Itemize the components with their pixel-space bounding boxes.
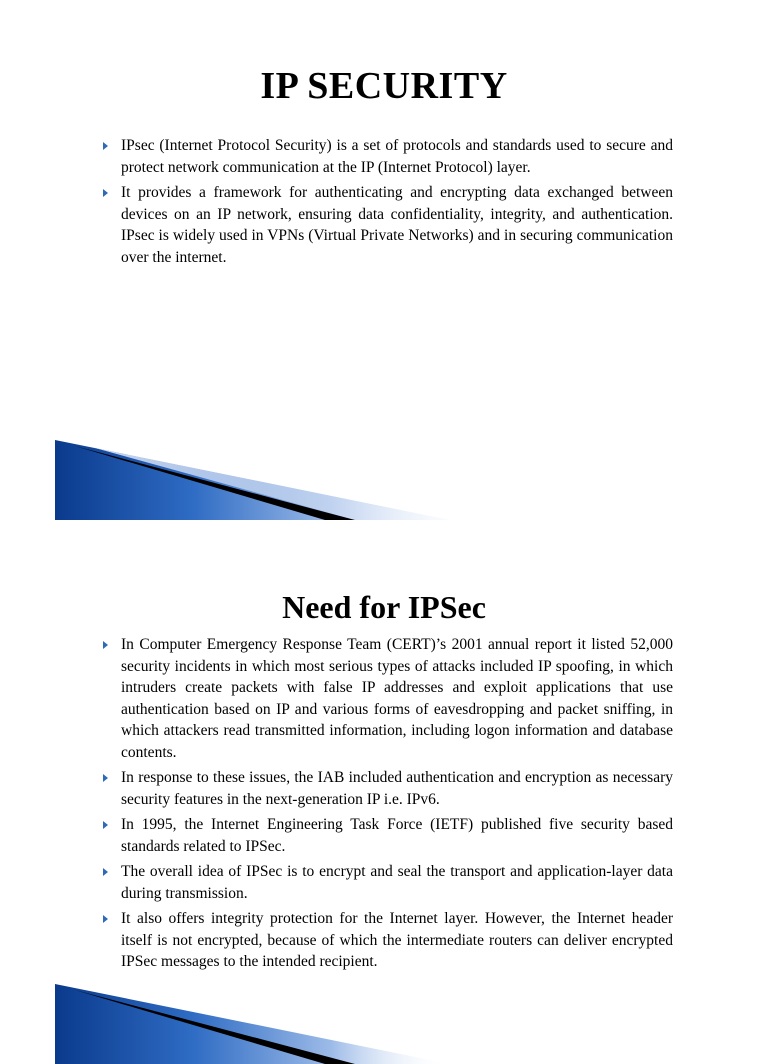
bullet-item xyxy=(103,861,673,904)
bullet-text: In Computer Emergency Response Team (CERT)’s 2001 annual report it listed 52,000 security incidents in which most serious types of attacks included IP spoofing, in which intruders create packets with false IP addresses and exploit applications that use authentication based on IP and various forms of eavesdropping and packet sniffing, in which attackers read transmitted information, including logon information and database contents. xyxy=(121,636,673,761)
slide-title: IP SECURITY xyxy=(260,65,508,107)
bullet-arrow-icon xyxy=(103,641,108,649)
bullet-text: In response to these issues, the IAB included authentication and encryption as necessary security features in the next-generation IP i.e. IPv6. xyxy=(121,769,673,808)
blue-swoosh-decoration xyxy=(55,440,450,520)
bullet-item xyxy=(103,814,673,857)
bullet-item xyxy=(103,767,673,810)
bullet-arrow-icon xyxy=(103,774,108,782)
blue-swoosh-decoration xyxy=(55,984,450,1064)
bullet-item xyxy=(103,135,673,178)
bullet-item xyxy=(103,908,673,973)
bullet-item xyxy=(103,182,673,268)
slide-need-for-ipsec xyxy=(0,545,768,1024)
bullet-arrow-icon xyxy=(103,868,108,876)
bullet-text: In 1995, the Internet Engineering Task Force (IETF) published five security based standards related to IPSec. xyxy=(121,816,673,855)
bullet-item xyxy=(103,634,673,763)
bullet-text: IPsec (Internet Protocol Security) is a set of protocols and standards used to secure and protect network communication at the IP (Internet Protocol) layer. xyxy=(121,137,673,176)
slide-title: Need for IPSec xyxy=(282,589,486,625)
bullet-arrow-icon xyxy=(103,915,108,923)
bullet-arrow-icon xyxy=(103,189,108,197)
slide-ip-security xyxy=(0,0,768,520)
bullet-list xyxy=(103,634,673,977)
bullet-text: The overall idea of IPSec is to encrypt and seal the transport and application-layer data during transmission. xyxy=(121,863,673,902)
bullet-text: It also offers integrity protection for the Internet layer. However, the Internet header itself is not encrypted, because of which the intermediate routers can deliver encrypted IPSec messages to the intended recipient. xyxy=(121,910,673,970)
bullet-list xyxy=(103,135,673,272)
bullet-text: It provides a framework for authenticating and encrypting data exchanged between devices on an IP network, ensuring data confidentiality, integrity, and authentication. IPsec is widely used in VPNs (Virtual Private Networks) and in securing communication over the internet. xyxy=(121,184,673,266)
bullet-arrow-icon xyxy=(103,821,108,829)
bullet-arrow-icon xyxy=(103,142,108,150)
